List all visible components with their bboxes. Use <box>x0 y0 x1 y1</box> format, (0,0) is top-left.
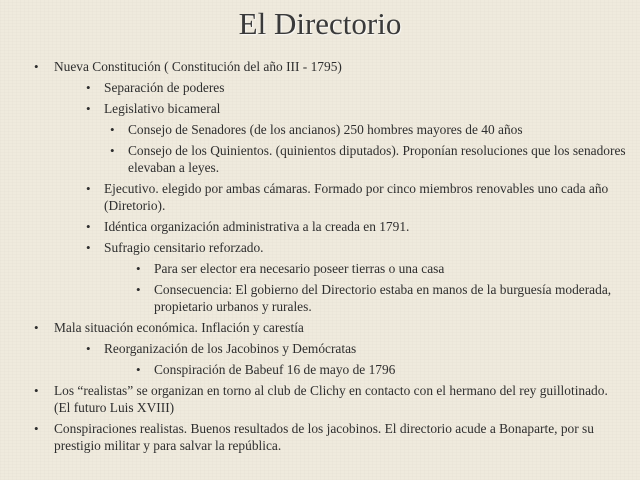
list-item <box>0 281 640 319</box>
list-item <box>0 319 640 340</box>
list-item <box>0 420 640 458</box>
list-item <box>0 100 640 121</box>
list-item-text: Consejo de los Quinientos. (quinientos diputados). Proponían resoluciones que los senadores elevaban a leyes. <box>128 143 626 175</box>
bullet-icon: • <box>34 320 39 335</box>
bullet-icon: • <box>34 59 39 74</box>
bullet-icon: • <box>110 122 115 137</box>
bullet-icon: • <box>86 101 91 116</box>
list-item-text: Mala situación económica. Inflación y carestía <box>54 320 304 335</box>
list-item <box>0 121 640 142</box>
list-item <box>0 79 640 100</box>
bullet-icon: • <box>86 181 91 196</box>
list-item-text: Los “realistas” se organizan en torno al club de Clichy en contacto con el hermano del rey guillotinado. (El futuro Luis XVIII) <box>54 383 608 415</box>
list-item <box>0 260 640 281</box>
list-item <box>0 361 640 382</box>
list-item-text: Para ser elector era necesario poseer tierras o una casa <box>154 261 445 276</box>
slide-content <box>0 58 640 458</box>
bullet-icon: • <box>86 341 91 356</box>
bullet-icon: • <box>86 240 91 255</box>
bullet-icon: • <box>136 282 141 297</box>
bullet-icon: • <box>86 80 91 95</box>
list-item-text: Idéntica organización administrativa a la creada en 1791. <box>104 219 410 234</box>
bullet-icon: • <box>136 261 141 276</box>
slide-title: El Directorio <box>238 6 402 41</box>
bullet-icon: • <box>86 219 91 234</box>
list-item <box>0 180 640 218</box>
list-item-text: Ejecutivo. elegido por ambas cámaras. Formado por cinco miembros renovables uno cada año (Diretorio). <box>104 181 609 213</box>
list-item-text: Separación de poderes <box>104 80 225 95</box>
list-item-text: Consejo de Senadores (de los ancianos) 250 hombres mayores de 40 años <box>128 122 523 137</box>
list-item <box>0 340 640 361</box>
list-item <box>0 142 640 180</box>
list-item <box>0 239 640 260</box>
bullet-icon: • <box>34 383 39 398</box>
list-item <box>0 218 640 239</box>
list-item-text: Nueva Constitución ( Constitución del año III - 1795) <box>54 59 342 74</box>
list-item <box>0 382 640 420</box>
list-item <box>0 58 640 79</box>
bullet-icon: • <box>136 362 141 377</box>
bullet-icon: • <box>34 421 39 436</box>
bullet-icon: • <box>110 143 115 158</box>
list-item-text: Sufragio censitario reforzado. <box>104 240 264 255</box>
list-item-text: Conspiración de Babeuf 16 de mayo de 1796 <box>154 362 396 377</box>
list-item-text: Consecuencia: El gobierno del Directorio estaba en manos de la burguesía moderada, propietario urbanos y rurales. <box>154 282 612 314</box>
list-item-text: Reorganización de los Jacobinos y Demócratas <box>104 341 357 356</box>
list-item-text: Conspiraciones realistas. Buenos resultados de los jacobinos. El directorio acude a Bonaparte, por su prestigio militar y para salvar la república. <box>54 421 594 453</box>
list-item-text: Legislativo bicameral <box>104 101 221 116</box>
